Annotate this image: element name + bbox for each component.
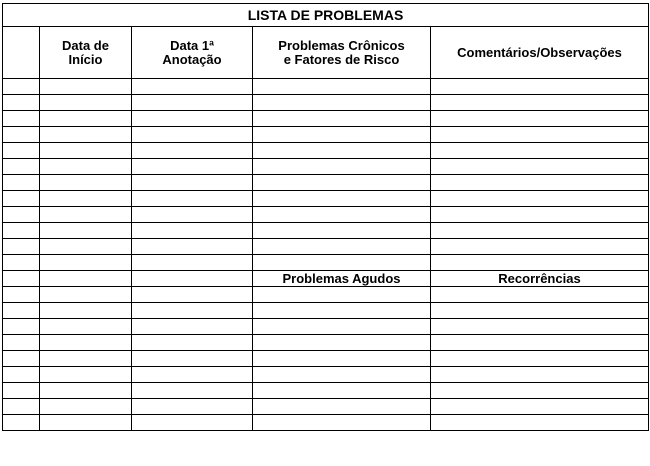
entry-cell[interactable] [253,79,431,95]
entry-cell[interactable] [132,335,253,351]
entry-cell[interactable] [3,95,40,111]
entry-cell[interactable] [132,303,253,319]
entry-cell[interactable] [431,255,649,271]
entry-cell[interactable] [431,127,649,143]
section-row [3,271,649,287]
entry-cell[interactable] [3,351,40,367]
entry-cell[interactable] [3,303,40,319]
entry-cell[interactable] [3,367,40,383]
table-row [3,127,649,143]
header-start-date: Data de Início [40,27,132,79]
table-row [3,383,649,399]
entry-cell[interactable] [132,191,253,207]
entry-cell[interactable] [132,367,253,383]
entry-cell[interactable] [253,367,431,383]
entry-cell[interactable] [3,207,40,223]
header-row [3,27,649,79]
table-row [3,111,649,127]
entry-cell[interactable] [132,223,253,239]
entry-cell[interactable] [132,175,253,191]
entry-cell[interactable] [132,111,253,127]
table-row [3,335,649,351]
table-row [3,287,649,303]
problem-list-table [2,3,649,431]
entry-cell[interactable] [40,175,132,191]
entry-cell[interactable] [132,95,253,111]
entry-cell[interactable] [40,223,132,239]
table-row [3,303,649,319]
entry-cell[interactable] [431,143,649,159]
entry-cell[interactable] [3,127,40,143]
table-row [3,223,649,239]
entry-cell[interactable] [40,127,132,143]
entry-cell[interactable] [3,79,40,95]
entry-cell[interactable] [132,399,253,415]
entry-cell[interactable] [3,175,40,191]
entry-cell[interactable] [253,399,431,415]
entry-cell[interactable] [3,239,40,255]
entry-cell[interactable] [3,159,40,175]
entry-cell[interactable] [132,383,253,399]
entry-cell[interactable] [253,351,431,367]
entry-cell[interactable] [431,319,649,335]
entry-cell[interactable] [40,111,132,127]
entry-cell[interactable] [132,415,253,431]
entry-cell[interactable] [132,143,253,159]
entry-cell[interactable] [431,399,649,415]
entry-cell[interactable] [132,159,253,175]
entry-cell[interactable] [3,143,40,159]
table-row [3,255,649,271]
header-chronic-problems: Problemas Crônicos e Fatores de Risco [253,27,431,79]
entry-cell[interactable] [253,223,431,239]
table-row [3,95,649,111]
entry-cell[interactable] [40,287,132,303]
entry-cell[interactable] [40,159,132,175]
entry-cell[interactable] [132,319,253,335]
table-row [3,351,649,367]
entry-cell[interactable] [3,223,40,239]
entry-cell[interactable] [253,127,431,143]
entry-cell[interactable] [3,399,40,415]
entry-cell[interactable] [132,287,253,303]
entry-cell[interactable] [431,351,649,367]
entry-cell[interactable] [431,111,649,127]
entry-cell[interactable] [132,207,253,223]
entry-cell[interactable] [40,303,132,319]
entry-cell[interactable] [3,191,40,207]
blank-cell[interactable] [132,271,253,287]
acute-problems-label: Problemas Agudos [253,271,431,287]
entry-cell[interactable] [40,383,132,399]
entry-cell[interactable] [253,111,431,127]
entry-cell[interactable] [132,239,253,255]
table-row [3,399,649,415]
entry-cell[interactable] [40,255,132,271]
recurrences-label: Recorrências [431,271,649,287]
table-row [3,415,649,431]
entry-cell[interactable] [431,303,649,319]
table-row [3,239,649,255]
entry-cell[interactable] [3,287,40,303]
entry-cell[interactable] [3,383,40,399]
header-first-note-date: Data 1ª Anotação [132,27,253,79]
entry-cell[interactable] [431,287,649,303]
entry-cell[interactable] [431,239,649,255]
table-row [3,159,649,175]
entry-cell[interactable] [40,415,132,431]
entry-cell[interactable] [253,159,431,175]
entry-cell[interactable] [40,335,132,351]
entry-cell[interactable] [253,207,431,223]
entry-cell[interactable] [253,335,431,351]
form-title: LISTA DE PROBLEMAS [3,4,649,27]
table-row [3,319,649,335]
entry-cell[interactable] [253,95,431,111]
entry-cell[interactable] [40,319,132,335]
entry-cell[interactable] [132,79,253,95]
entry-cell[interactable] [132,351,253,367]
entry-cell[interactable] [253,191,431,207]
header-blank-cell [3,27,40,79]
entry-cell[interactable] [3,335,40,351]
table-row [3,191,649,207]
entry-cell[interactable] [40,239,132,255]
entry-cell[interactable] [431,223,649,239]
entry-cell[interactable] [431,383,649,399]
table-row [3,207,649,223]
entry-cell[interactable] [40,207,132,223]
table-row [3,175,649,191]
entry-cell[interactable] [253,239,431,255]
problem-list-form [2,3,649,431]
entry-cell[interactable] [3,255,40,271]
table-row [3,79,649,95]
entry-cell[interactable] [431,335,649,351]
entry-cell[interactable] [431,79,649,95]
entry-cell[interactable] [431,415,649,431]
entry-cell[interactable] [431,175,649,191]
entry-cell[interactable] [253,319,431,335]
entry-cell[interactable] [253,143,431,159]
entry-cell[interactable] [253,303,431,319]
entry-cell[interactable] [431,191,649,207]
entry-cell[interactable] [253,175,431,191]
entry-cell[interactable] [40,143,132,159]
entry-cell[interactable] [40,351,132,367]
entry-cell[interactable] [431,207,649,223]
entry-cell[interactable] [40,95,132,111]
blank-cell[interactable] [40,271,132,287]
entry-cell[interactable] [253,415,431,431]
entry-cell[interactable] [431,367,649,383]
entry-cell[interactable] [3,415,40,431]
entry-cell[interactable] [132,127,253,143]
entry-cell[interactable] [431,95,649,111]
table-row [3,367,649,383]
entry-cell[interactable] [132,255,253,271]
entry-cell[interactable] [3,319,40,335]
entry-cell[interactable] [40,79,132,95]
entry-cell[interactable] [253,287,431,303]
blank-cell[interactable] [3,271,40,287]
entry-cell[interactable] [431,159,649,175]
entry-cell[interactable] [40,399,132,415]
entry-cell[interactable] [253,383,431,399]
header-comments: Comentários/Observações [431,27,649,79]
entry-cell[interactable] [40,367,132,383]
entry-cell[interactable] [40,191,132,207]
table-row [3,143,649,159]
entry-cell[interactable] [253,255,431,271]
entry-cell[interactable] [3,111,40,127]
